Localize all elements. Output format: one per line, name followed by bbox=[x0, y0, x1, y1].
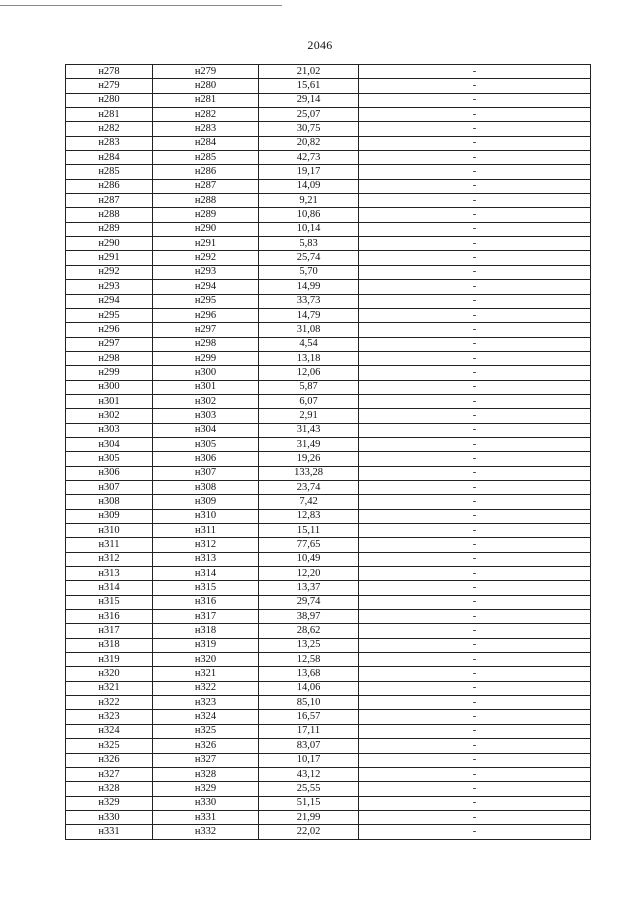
to-point-cell: н317 bbox=[153, 610, 259, 624]
note-cell: - bbox=[359, 323, 591, 337]
from-point-cell: н319 bbox=[66, 653, 153, 667]
from-point-cell: н306 bbox=[66, 466, 153, 480]
table-row bbox=[66, 495, 591, 509]
table-row bbox=[66, 294, 591, 308]
note-cell: - bbox=[359, 136, 591, 150]
distance-cell: 10,86 bbox=[259, 208, 359, 222]
table-row bbox=[66, 466, 591, 480]
distance-cell: 13,68 bbox=[259, 667, 359, 681]
note-cell: - bbox=[359, 65, 591, 79]
table-row bbox=[66, 394, 591, 408]
from-point-cell: н311 bbox=[66, 538, 153, 552]
table-row bbox=[66, 366, 591, 380]
note-cell: - bbox=[359, 351, 591, 365]
from-point-cell: н329 bbox=[66, 796, 153, 810]
to-point-cell: н328 bbox=[153, 767, 259, 781]
from-point-cell: н291 bbox=[66, 251, 153, 265]
to-point-cell: н301 bbox=[153, 380, 259, 394]
note-cell: - bbox=[359, 79, 591, 93]
to-point-cell: н287 bbox=[153, 179, 259, 193]
distance-cell: 19,17 bbox=[259, 165, 359, 179]
note-cell: - bbox=[359, 380, 591, 394]
from-point-cell: н304 bbox=[66, 437, 153, 451]
table-row bbox=[66, 409, 591, 423]
note-cell: - bbox=[359, 179, 591, 193]
from-point-cell: н309 bbox=[66, 509, 153, 523]
from-point-cell: н303 bbox=[66, 423, 153, 437]
table-row bbox=[66, 323, 591, 337]
table-row bbox=[66, 280, 591, 294]
from-point-cell: н331 bbox=[66, 825, 153, 839]
to-point-cell: н310 bbox=[153, 509, 259, 523]
distance-cell: 7,42 bbox=[259, 495, 359, 509]
to-point-cell: н290 bbox=[153, 222, 259, 236]
from-point-cell: н317 bbox=[66, 624, 153, 638]
from-point-cell: н281 bbox=[66, 108, 153, 122]
note-cell: - bbox=[359, 681, 591, 695]
table-row bbox=[66, 437, 591, 451]
note-cell: - bbox=[359, 667, 591, 681]
distance-cell: 25,55 bbox=[259, 782, 359, 796]
coordinates-table bbox=[65, 64, 591, 840]
distance-cell: 19,26 bbox=[259, 452, 359, 466]
table-row bbox=[66, 782, 591, 796]
note-cell: - bbox=[359, 825, 591, 839]
to-point-cell: н320 bbox=[153, 653, 259, 667]
note-cell: - bbox=[359, 495, 591, 509]
note-cell: - bbox=[359, 509, 591, 523]
note-cell: - bbox=[359, 724, 591, 738]
distance-cell: 31,43 bbox=[259, 423, 359, 437]
to-point-cell: н311 bbox=[153, 524, 259, 538]
to-point-cell: н308 bbox=[153, 480, 259, 494]
to-point-cell: н282 bbox=[153, 108, 259, 122]
table-row bbox=[66, 452, 591, 466]
note-cell: - bbox=[359, 265, 591, 279]
note-cell: - bbox=[359, 624, 591, 638]
from-point-cell: н286 bbox=[66, 179, 153, 193]
to-point-cell: н304 bbox=[153, 423, 259, 437]
note-cell: - bbox=[359, 409, 591, 423]
note-cell: - bbox=[359, 653, 591, 667]
to-point-cell: н324 bbox=[153, 710, 259, 724]
table-row bbox=[66, 724, 591, 738]
table-row bbox=[66, 122, 591, 136]
distance-cell: 43,12 bbox=[259, 767, 359, 781]
from-point-cell: н315 bbox=[66, 595, 153, 609]
to-point-cell: н326 bbox=[153, 739, 259, 753]
from-point-cell: н288 bbox=[66, 208, 153, 222]
distance-cell: 31,49 bbox=[259, 437, 359, 451]
distance-cell: 25,07 bbox=[259, 108, 359, 122]
note-cell: - bbox=[359, 108, 591, 122]
from-point-cell: н299 bbox=[66, 366, 153, 380]
from-point-cell: н323 bbox=[66, 710, 153, 724]
table-row bbox=[66, 179, 591, 193]
distance-cell: 22,02 bbox=[259, 825, 359, 839]
note-cell: - bbox=[359, 552, 591, 566]
to-point-cell: н289 bbox=[153, 208, 259, 222]
note-cell: - bbox=[359, 782, 591, 796]
from-point-cell: н298 bbox=[66, 351, 153, 365]
distance-cell: 25,74 bbox=[259, 251, 359, 265]
to-point-cell: н292 bbox=[153, 251, 259, 265]
note-cell: - bbox=[359, 122, 591, 136]
to-point-cell: н307 bbox=[153, 466, 259, 480]
note-cell: - bbox=[359, 796, 591, 810]
distance-cell: 12,58 bbox=[259, 653, 359, 667]
from-point-cell: н300 bbox=[66, 380, 153, 394]
note-cell: - bbox=[359, 294, 591, 308]
to-point-cell: н321 bbox=[153, 667, 259, 681]
distance-cell: 30,75 bbox=[259, 122, 359, 136]
table-row bbox=[66, 581, 591, 595]
note-cell: - bbox=[359, 480, 591, 494]
distance-cell: 12,83 bbox=[259, 509, 359, 523]
to-point-cell: н329 bbox=[153, 782, 259, 796]
distance-cell: 14,09 bbox=[259, 179, 359, 193]
note-cell: - bbox=[359, 567, 591, 581]
table-row bbox=[66, 624, 591, 638]
note-cell: - bbox=[359, 437, 591, 451]
table-row bbox=[66, 524, 591, 538]
from-point-cell: н289 bbox=[66, 222, 153, 236]
distance-cell: 6,07 bbox=[259, 394, 359, 408]
distance-cell: 10,14 bbox=[259, 222, 359, 236]
distance-cell: 85,10 bbox=[259, 696, 359, 710]
note-cell: - bbox=[359, 337, 591, 351]
table-row bbox=[66, 638, 591, 652]
distance-cell: 10,17 bbox=[259, 753, 359, 767]
from-point-cell: н310 bbox=[66, 524, 153, 538]
distance-cell: 33,73 bbox=[259, 294, 359, 308]
distance-cell: 13,25 bbox=[259, 638, 359, 652]
note-cell: - bbox=[359, 208, 591, 222]
to-point-cell: н286 bbox=[153, 165, 259, 179]
from-point-cell: н327 bbox=[66, 767, 153, 781]
from-point-cell: н314 bbox=[66, 581, 153, 595]
distance-cell: 14,99 bbox=[259, 280, 359, 294]
note-cell: - bbox=[359, 308, 591, 322]
distance-cell: 15,11 bbox=[259, 524, 359, 538]
from-point-cell: н330 bbox=[66, 810, 153, 824]
from-point-cell: н326 bbox=[66, 753, 153, 767]
to-point-cell: н295 bbox=[153, 294, 259, 308]
table-row bbox=[66, 65, 591, 79]
distance-cell: 13,18 bbox=[259, 351, 359, 365]
distance-cell: 29,74 bbox=[259, 595, 359, 609]
note-cell: - bbox=[359, 524, 591, 538]
from-point-cell: н278 bbox=[66, 65, 153, 79]
to-point-cell: н280 bbox=[153, 79, 259, 93]
table-row bbox=[66, 308, 591, 322]
distance-cell: 12,06 bbox=[259, 366, 359, 380]
table-row bbox=[66, 653, 591, 667]
to-point-cell: н322 bbox=[153, 681, 259, 695]
to-point-cell: н288 bbox=[153, 194, 259, 208]
note-cell: - bbox=[359, 93, 591, 107]
table-row bbox=[66, 93, 591, 107]
from-point-cell: н296 bbox=[66, 323, 153, 337]
distance-cell: 28,62 bbox=[259, 624, 359, 638]
note-cell: - bbox=[359, 452, 591, 466]
note-cell: - bbox=[359, 366, 591, 380]
from-point-cell: н290 bbox=[66, 237, 153, 251]
distance-cell: 38,97 bbox=[259, 610, 359, 624]
to-point-cell: н331 bbox=[153, 810, 259, 824]
table-row bbox=[66, 509, 591, 523]
distance-cell: 12,20 bbox=[259, 567, 359, 581]
note-cell: - bbox=[359, 194, 591, 208]
to-point-cell: н327 bbox=[153, 753, 259, 767]
table-row bbox=[66, 739, 591, 753]
to-point-cell: н314 bbox=[153, 567, 259, 581]
note-cell: - bbox=[359, 638, 591, 652]
to-point-cell: н318 bbox=[153, 624, 259, 638]
to-point-cell: н305 bbox=[153, 437, 259, 451]
distance-cell: 31,08 bbox=[259, 323, 359, 337]
from-point-cell: н279 bbox=[66, 79, 153, 93]
to-point-cell: н315 bbox=[153, 581, 259, 595]
distance-cell: 29,14 bbox=[259, 93, 359, 107]
table-row bbox=[66, 165, 591, 179]
table-row bbox=[66, 825, 591, 839]
from-point-cell: н322 bbox=[66, 696, 153, 710]
note-cell: - bbox=[359, 466, 591, 480]
distance-cell: 133,28 bbox=[259, 466, 359, 480]
note-cell: - bbox=[359, 810, 591, 824]
table-row bbox=[66, 251, 591, 265]
note-cell: - bbox=[359, 595, 591, 609]
from-point-cell: н328 bbox=[66, 782, 153, 796]
note-cell: - bbox=[359, 151, 591, 165]
table-row bbox=[66, 767, 591, 781]
distance-cell: 14,79 bbox=[259, 308, 359, 322]
to-point-cell: н309 bbox=[153, 495, 259, 509]
to-point-cell: н281 bbox=[153, 93, 259, 107]
distance-cell: 13,37 bbox=[259, 581, 359, 595]
table-row bbox=[66, 265, 591, 279]
table-row bbox=[66, 108, 591, 122]
to-point-cell: н299 bbox=[153, 351, 259, 365]
from-point-cell: н285 bbox=[66, 165, 153, 179]
to-point-cell: н297 bbox=[153, 323, 259, 337]
table-row bbox=[66, 610, 591, 624]
from-point-cell: н284 bbox=[66, 151, 153, 165]
table-row bbox=[66, 667, 591, 681]
to-point-cell: н291 bbox=[153, 237, 259, 251]
note-cell: - bbox=[359, 165, 591, 179]
note-cell: - bbox=[359, 739, 591, 753]
to-point-cell: н303 bbox=[153, 409, 259, 423]
table-row bbox=[66, 681, 591, 695]
note-cell: - bbox=[359, 581, 591, 595]
to-point-cell: н316 bbox=[153, 595, 259, 609]
note-cell: - bbox=[359, 394, 591, 408]
from-point-cell: н320 bbox=[66, 667, 153, 681]
from-point-cell: н321 bbox=[66, 681, 153, 695]
table-row bbox=[66, 696, 591, 710]
table-row bbox=[66, 796, 591, 810]
page-number: 2046 bbox=[307, 38, 333, 52]
to-point-cell: н284 bbox=[153, 136, 259, 150]
distance-cell: 16,57 bbox=[259, 710, 359, 724]
table-row bbox=[66, 810, 591, 824]
note-cell: - bbox=[359, 753, 591, 767]
note-cell: - bbox=[359, 538, 591, 552]
table-row bbox=[66, 79, 591, 93]
to-point-cell: н279 bbox=[153, 65, 259, 79]
table-row bbox=[66, 423, 591, 437]
distance-cell: 14,06 bbox=[259, 681, 359, 695]
distance-cell: 51,15 bbox=[259, 796, 359, 810]
from-point-cell: н293 bbox=[66, 280, 153, 294]
from-point-cell: н308 bbox=[66, 495, 153, 509]
to-point-cell: н319 bbox=[153, 638, 259, 652]
table-row bbox=[66, 552, 591, 566]
from-point-cell: н287 bbox=[66, 194, 153, 208]
from-point-cell: н282 bbox=[66, 122, 153, 136]
to-point-cell: н313 bbox=[153, 552, 259, 566]
from-point-cell: н292 bbox=[66, 265, 153, 279]
to-point-cell: н306 bbox=[153, 452, 259, 466]
table-row bbox=[66, 222, 591, 236]
from-point-cell: н325 bbox=[66, 739, 153, 753]
table-row bbox=[66, 208, 591, 222]
distance-cell: 21,99 bbox=[259, 810, 359, 824]
note-cell: - bbox=[359, 222, 591, 236]
from-point-cell: н294 bbox=[66, 294, 153, 308]
table-row bbox=[66, 136, 591, 150]
to-point-cell: н296 bbox=[153, 308, 259, 322]
table-row bbox=[66, 194, 591, 208]
to-point-cell: н293 bbox=[153, 265, 259, 279]
top-rule bbox=[0, 5, 282, 6]
from-point-cell: н312 bbox=[66, 552, 153, 566]
table-row bbox=[66, 753, 591, 767]
distance-cell: 4,54 bbox=[259, 337, 359, 351]
table-row bbox=[66, 237, 591, 251]
from-point-cell: н295 bbox=[66, 308, 153, 322]
table-row bbox=[66, 337, 591, 351]
note-cell: - bbox=[359, 423, 591, 437]
from-point-cell: н297 bbox=[66, 337, 153, 351]
note-cell: - bbox=[359, 610, 591, 624]
from-point-cell: н283 bbox=[66, 136, 153, 150]
to-point-cell: н325 bbox=[153, 724, 259, 738]
table-row bbox=[66, 567, 591, 581]
to-point-cell: н312 bbox=[153, 538, 259, 552]
to-point-cell: н332 bbox=[153, 825, 259, 839]
note-cell: - bbox=[359, 710, 591, 724]
distance-cell: 2,91 bbox=[259, 409, 359, 423]
from-point-cell: н324 bbox=[66, 724, 153, 738]
table-row bbox=[66, 538, 591, 552]
note-cell: - bbox=[359, 251, 591, 265]
from-point-cell: н318 bbox=[66, 638, 153, 652]
table-row bbox=[66, 151, 591, 165]
distance-cell: 10,49 bbox=[259, 552, 359, 566]
distance-cell: 5,83 bbox=[259, 237, 359, 251]
from-point-cell: н313 bbox=[66, 567, 153, 581]
note-cell: - bbox=[359, 237, 591, 251]
table-row bbox=[66, 351, 591, 365]
distance-cell: 9,21 bbox=[259, 194, 359, 208]
table-row bbox=[66, 480, 591, 494]
to-point-cell: н323 bbox=[153, 696, 259, 710]
from-point-cell: н305 bbox=[66, 452, 153, 466]
to-point-cell: н283 bbox=[153, 122, 259, 136]
from-point-cell: н316 bbox=[66, 610, 153, 624]
note-cell: - bbox=[359, 696, 591, 710]
distance-cell: 83,07 bbox=[259, 739, 359, 753]
distance-cell: 23,74 bbox=[259, 480, 359, 494]
table-body bbox=[66, 65, 591, 840]
from-point-cell: н301 bbox=[66, 394, 153, 408]
table-row bbox=[66, 710, 591, 724]
distance-cell: 20,82 bbox=[259, 136, 359, 150]
distance-cell: 5,87 bbox=[259, 380, 359, 394]
to-point-cell: н298 bbox=[153, 337, 259, 351]
distance-cell: 77,65 bbox=[259, 538, 359, 552]
note-cell: - bbox=[359, 767, 591, 781]
to-point-cell: н330 bbox=[153, 796, 259, 810]
distance-cell: 5,70 bbox=[259, 265, 359, 279]
table-row bbox=[66, 595, 591, 609]
to-point-cell: н285 bbox=[153, 151, 259, 165]
to-point-cell: н300 bbox=[153, 366, 259, 380]
table-row bbox=[66, 380, 591, 394]
from-point-cell: н302 bbox=[66, 409, 153, 423]
distance-cell: 42,73 bbox=[259, 151, 359, 165]
distance-cell: 21,02 bbox=[259, 65, 359, 79]
note-cell: - bbox=[359, 280, 591, 294]
to-point-cell: н302 bbox=[153, 394, 259, 408]
distance-cell: 15,61 bbox=[259, 79, 359, 93]
distance-cell: 17,11 bbox=[259, 724, 359, 738]
from-point-cell: н280 bbox=[66, 93, 153, 107]
from-point-cell: н307 bbox=[66, 480, 153, 494]
to-point-cell: н294 bbox=[153, 280, 259, 294]
